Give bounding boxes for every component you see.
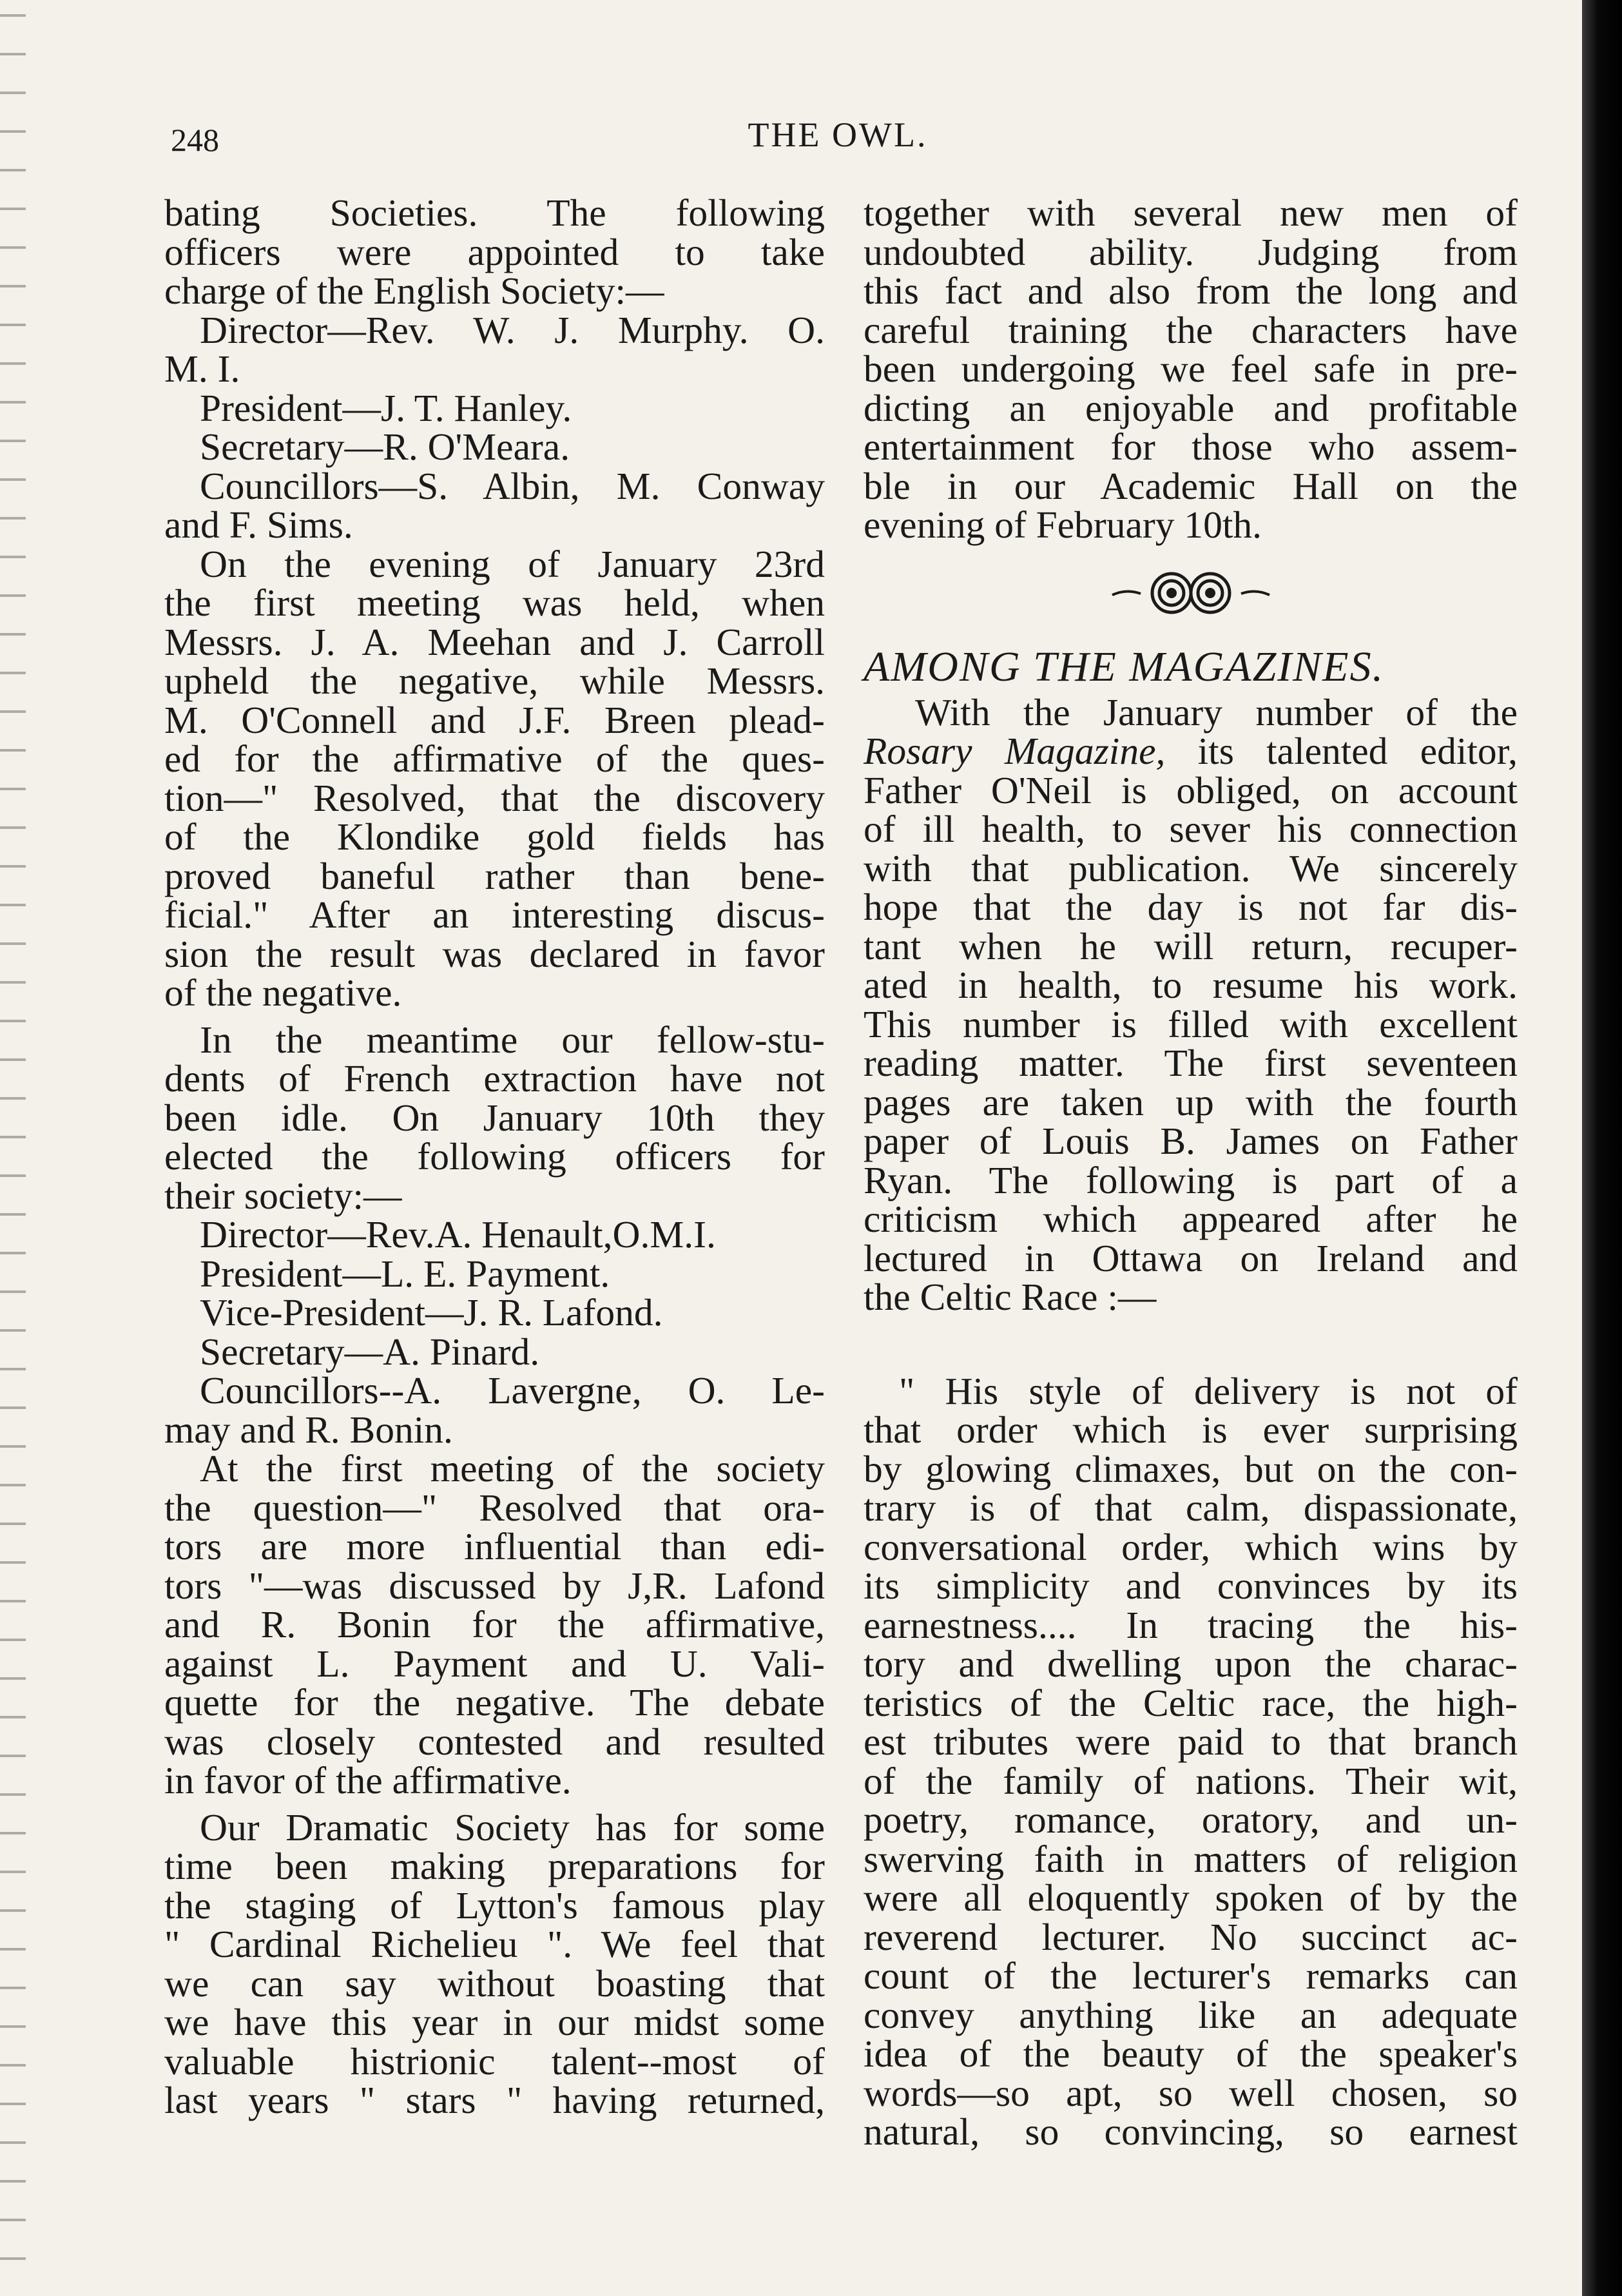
text-line: of the family of nations. Their wit, [864,1759,1518,1802]
text-line: that order which is ever surprising [864,1408,1518,1451]
text-line: dents of French extraction have not [164,1057,825,1100]
text-line: been idle. On January 10th they [164,1096,825,1139]
text-line: ficial." After an interesting discus- [164,893,825,936]
scroll-ornament-icon [1107,564,1275,622]
text-line: been undergoing we feel safe in pre- [864,347,1518,390]
text-line: pages are taken up with the fourth [864,1080,1518,1124]
text-line: idea of the beauty of the speaker's [864,2032,1518,2075]
text-line: " Cardinal Richelieu ". We feel that [164,1923,825,1965]
text-line: Father O'Neil is obliged, on account [864,768,1518,812]
text-line: President—L. E. Payment. [200,1252,610,1295]
text-line: hope that the day is not far dis- [864,886,1518,928]
text-line: its simplicity and convinces by its [864,1564,1518,1607]
text-line: Secretary—A. Pinard. [200,1330,540,1373]
text-line: trary is of that calm, dispassionate, [864,1486,1518,1529]
text-line: elected the following officers for [164,1135,825,1178]
text-line: dicting an enjoyable and profitable [864,386,1518,429]
text-line: words—so apt, so well chosen, so [864,2071,1518,2114]
text-line: reverend lecturer. No succinct ac- [864,1915,1518,1958]
text-line: the Celtic Race :— [864,1276,1157,1318]
text-line: time been making preparations for [164,1845,825,1887]
text-line: tory and dwelling upon the charac- [864,1642,1518,1685]
page-number: 248 [171,122,219,158]
text-line: were all eloquently spoken of by the [864,1876,1518,1919]
text-line: This number is filled with excellent [864,1002,1518,1046]
text-line: we have this year in our midst some [164,2001,825,2043]
text-line: proved baneful rather than bene- [164,854,825,897]
text-line: M. I. [164,347,240,390]
text-line: Our Dramatic Society has for some [200,1805,825,1849]
text-line: was closely contested and resulted [164,1720,825,1763]
text-line: last years " stars " having returned, [164,2079,825,2121]
text-line: ed for the affirmative of the ques- [164,737,825,780]
text-line: Vice-President—J. R. Lafond. [200,1291,663,1334]
text-line: and F. Sims. [164,503,353,546]
text-line: Director—Rev. W. J. Murphy. O. [200,308,825,351]
text-fragment: its talented editor, [1165,730,1518,772]
text-line: criticism which appeared after he [864,1198,1518,1240]
text-line: paper of Louis B. James on Father [864,1120,1518,1162]
text-line: undoubted ability. Judging from [864,230,1518,273]
text-line: against L. Payment and U. Vali- [164,1642,825,1685]
text-line: Ryan. The following is part of a [864,1158,1518,1202]
text-line: lectured in Ottawa on Ireland and [864,1236,1518,1279]
text-line: quette for the negative. The debate [164,1681,825,1724]
text-line: conversational order, which wins by [864,1525,1518,1568]
text-line: ble in our Academic Hall on the [864,464,1518,507]
text-line: the first meeting was held, when [164,581,825,624]
text-line: natural, so convincing, so earnest [864,2110,1518,2153]
text-line: of the negative. [164,971,402,1014]
text-line: est tributes were paid to that branch [864,1720,1518,1763]
text-line: careful training the characters have [864,308,1518,351]
text-line: this fact and also from the long and [864,269,1518,312]
text-line: the question—" Resolved that ora- [164,1486,825,1529]
text-line: " His style of delivery is not of [899,1369,1518,1412]
text-line: charge of the English Society:— [164,269,664,312]
text-line: valuable histrionic talent--most of [164,2039,825,2083]
text-line: Councillors—S. Albin, M. Conway [200,464,825,507]
right-column [864,193,1518,2152]
text-line: officers were appointed to take [164,230,825,273]
page-header [171,108,1505,166]
text-line: evening of February 10th. [864,503,1262,546]
text-line: President—J. T. Hanley. [200,386,572,429]
text-line: In the meantime our fellow-stu- [200,1018,825,1061]
text-line: At the first meeting of the society [200,1447,825,1490]
text-line: Messrs. J. A. Meehan and J. Carroll [164,620,825,663]
text-line: with that publication. We sincerely [864,846,1518,890]
text-line: entertainment for those who assem- [864,425,1518,468]
text-line: upheld the negative, while Messrs. [164,659,825,702]
left-column [164,193,825,2120]
text-line: earnestness.... In tracing the his- [864,1603,1518,1646]
text-line [864,732,1518,771]
text-line: M. O'Connell and J.F. Breen plead- [164,698,825,741]
text-line: ated in health, to resume his work. [864,964,1518,1006]
text-line: in favor of the affirmative. [164,1759,572,1802]
text-line: On the evening of January 23rd [200,542,825,585]
text-line: Councillors--A. Lavergne, O. Le- [200,1369,825,1412]
section-divider-ornament [864,545,1518,641]
text-line: Director—Rev.A. Henault,O.M.I. [200,1213,716,1256]
text-line: by glowing climaxes, but on the con- [864,1447,1518,1490]
text-line: poetry, romance, oratory, and un- [864,1798,1518,1841]
text-line: we can say without boasting that [164,1961,825,2005]
text-line: tant when he will return, recuper- [864,924,1518,968]
text-line: together with several new men of [864,191,1518,234]
text-line: bating Societies. The following [164,191,825,234]
text-line: sion the result was declared in favor [164,932,825,975]
text-line: of ill health, to sever his connection [864,808,1518,850]
text-line: convey anything like an adequate [864,1993,1518,2036]
text-line: tion—" Resolved, that the discovery [164,776,825,819]
text-line: count of the lecturer's remarks can [864,1954,1518,1997]
text-line: teristics of the Celtic race, the high- [864,1681,1518,1724]
text-line: swerving faith in matters of religion [864,1837,1518,1880]
running-title: THE OWL. [748,115,928,154]
book-spine-shadow [1582,0,1622,2296]
text-line: tors "—was discussed by J,R. Lafond [164,1564,825,1607]
text-line: tors are more influential than edi- [164,1525,825,1568]
text-line: their society:— [164,1174,402,1217]
text-line: and R. Bonin for the affirmative, [164,1603,825,1646]
text-line: may and R. Bonin. [164,1408,453,1451]
text-line: Secretary—R. O'Meara. [200,425,570,468]
text-line: of the Klondike gold fields has [164,815,825,858]
text-line: With the January number of the [915,690,1518,734]
section-title: AMONG THE MAGAZINES. [864,643,1385,690]
text-line: the staging of Lytton's famous play [164,1883,825,1927]
page-left-edge-shadow [0,0,26,2296]
text-line: reading matter. The first seventeen [864,1042,1518,1084]
magazine-title: Rosary Magazine, [864,730,1166,772]
